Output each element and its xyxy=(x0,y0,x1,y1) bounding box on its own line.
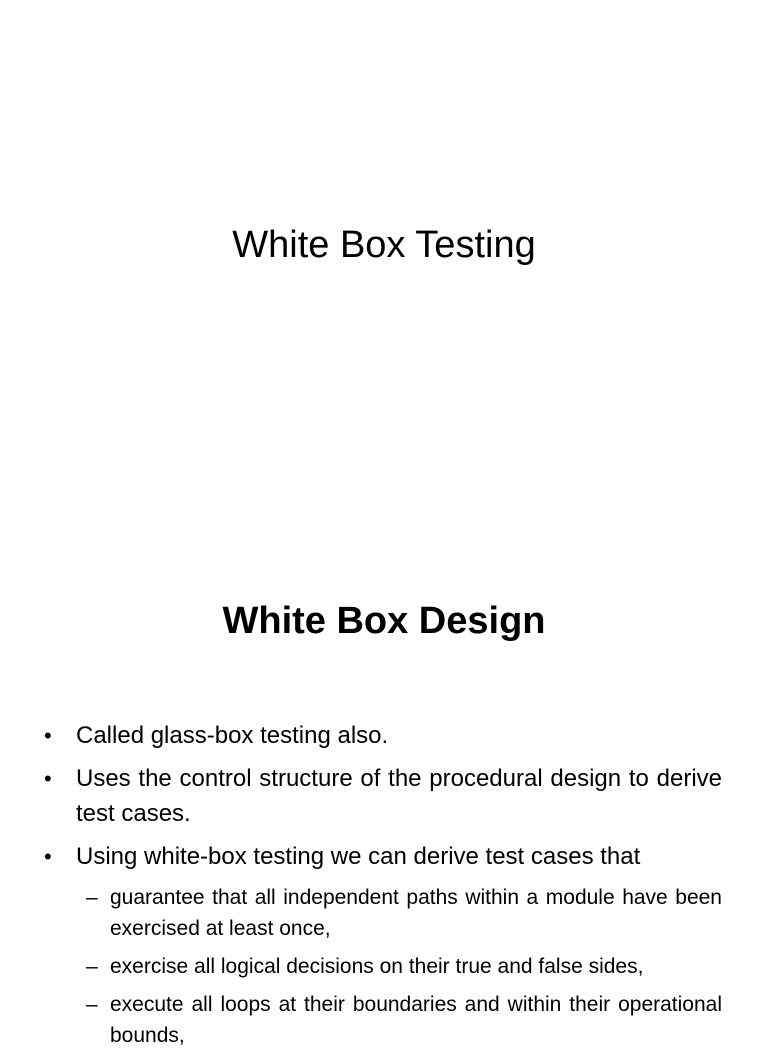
sub-item xyxy=(44,882,722,944)
bullet-marker-icon: • xyxy=(44,766,52,791)
sub-item xyxy=(44,989,722,1051)
sub-item-text: guarantee that all independent paths within a module have been exercised at least once, xyxy=(110,886,722,940)
sub-list xyxy=(44,882,722,1051)
sub-item-text: exercise all logical decisions on their true and false sides, xyxy=(110,955,644,978)
bullet-item xyxy=(44,761,722,831)
bullet-item xyxy=(44,718,722,753)
dash-marker-icon: – xyxy=(86,993,98,1016)
bullet-marker-icon: • xyxy=(44,723,52,748)
bullet-text: Uses the control structure of the procedural design to derive test cases. xyxy=(76,765,722,827)
slide-heading: White Box Design xyxy=(222,600,546,642)
slide-title: White Box Testing xyxy=(232,224,536,266)
bullet-list xyxy=(44,718,722,1058)
bullet-marker-icon: • xyxy=(44,844,52,869)
bullet-item xyxy=(44,839,722,874)
bullet-text: Called glass-box testing also. xyxy=(76,722,389,749)
dash-marker-icon: – xyxy=(86,955,98,978)
dash-marker-icon: – xyxy=(86,886,98,909)
sub-item-text: execute all loops at their boundaries and within their operational bounds, xyxy=(110,993,722,1047)
sub-list-container xyxy=(44,882,722,1051)
bullet-text: Using white-box testing we can derive test cases that xyxy=(76,843,641,870)
sub-item xyxy=(44,951,722,982)
